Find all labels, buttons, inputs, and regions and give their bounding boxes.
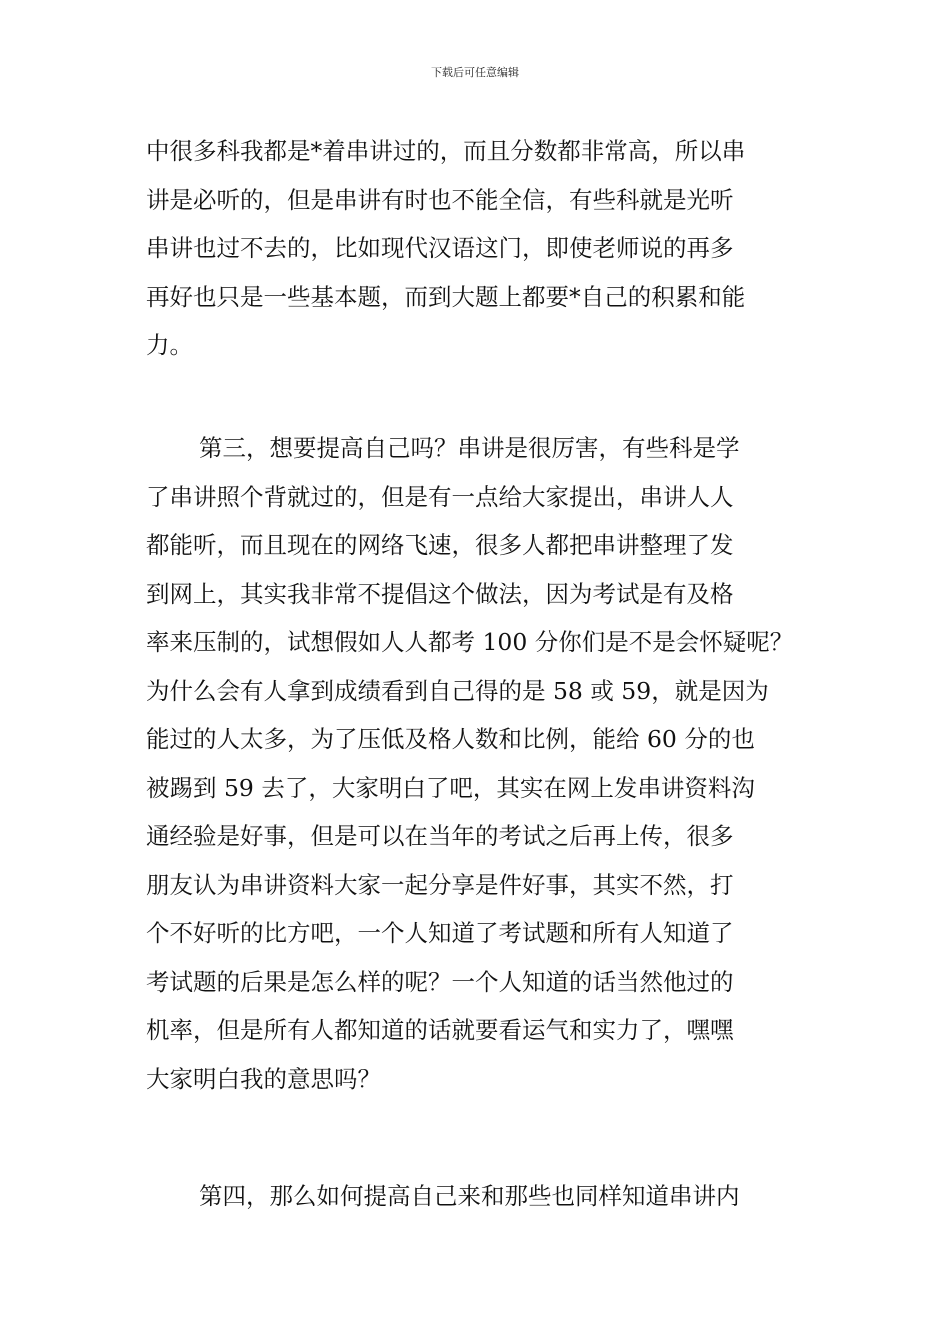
text-line: 第三，想要提高自己吗？串讲是很厉害，有些科是学 xyxy=(199,434,740,462)
text-line: 能过的人太多，为了压低及格人数和比例，能给 60 分的也 xyxy=(146,725,755,753)
text-line: 考试题的后果是怎么样的呢？一个人知道的话当然他过的 xyxy=(146,967,734,996)
page-header: 下载后可任意编辑 xyxy=(431,66,519,79)
text-line: 到网上，其实我非常不提倡这个做法，因为考试是有及格 xyxy=(146,579,734,608)
text-line: 串讲也过不去的，比如现代汉语这门，即使老师说的再多 xyxy=(146,234,734,262)
text-line: 朋友认为串讲资料大家一起分享是件好事，其实不然，打 xyxy=(146,870,734,899)
text-line: 了串讲照个背就过的，但是有一点给大家提出，串讲人人 xyxy=(146,482,734,511)
text-line: 被踢到 59 去了，大家明白了吧，其实在网上发串讲资料沟 xyxy=(146,773,755,802)
text-line: 讲是必听的，但是串讲有时也不能全信，有些科就是光听 xyxy=(146,185,734,214)
paragraph-2 xyxy=(146,424,836,1103)
text-line: 通经验是好事，但是可以在当年的考试之后再上传，很多 xyxy=(146,822,734,850)
text-line: 力。 xyxy=(146,331,193,359)
text-line: 再好也只是一些基本题，而到大题上都要*自己的积累和能 xyxy=(146,282,746,311)
paragraph-1 xyxy=(146,127,836,370)
text-line: 个不好听的比方吧，一个人知道了考试题和所有人知道了 xyxy=(146,919,734,947)
text-line: 大家明白我的意思吗？ xyxy=(146,1064,381,1093)
paragraph-3 xyxy=(146,1172,836,1221)
text-line: 机率，但是所有人都知道的话就要看运气和实力了，嘿嘿 xyxy=(146,1016,734,1044)
text-line: 中很多科我都是*着串讲过的，而且分数都非常高，所以串 xyxy=(146,137,746,165)
text-line: 第四，那么如何提高自己来和那些也同样知道串讲内 xyxy=(199,1182,740,1210)
text-line: 都能听，而且现在的网络飞速，很多人都把串讲整理了发 xyxy=(146,531,734,559)
text-line: 率来压制的，试想假如人人都考 100 分你们是不是会怀疑呢？ xyxy=(146,628,794,656)
text-line: 为什么会有人拿到成绩看到自己得的是 58 或 59，就是因为 xyxy=(146,676,769,705)
